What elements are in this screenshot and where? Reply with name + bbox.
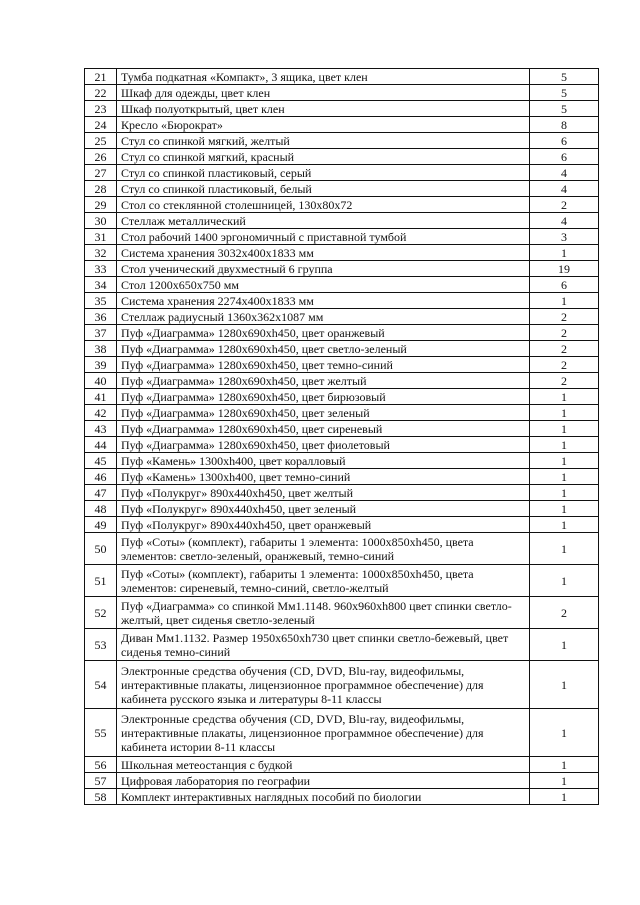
- item-quantity: 1: [530, 421, 599, 437]
- item-name: Пуф «Полукруг» 890x440xh450, цвет зеленый: [117, 501, 530, 517]
- table-row: [85, 757, 599, 773]
- table-row: [85, 325, 599, 341]
- item-quantity: 1: [530, 533, 599, 565]
- table-row: [85, 773, 599, 789]
- table-row: [85, 357, 599, 373]
- item-name: Стул со спинкой пластиковый, белый: [117, 181, 530, 197]
- row-number: 42: [85, 405, 117, 421]
- table-row: [85, 213, 599, 229]
- item-name: Пуф «Диаграмма» 1280x690xh450, цвет светло-зеленый: [117, 341, 530, 357]
- item-quantity: 1: [530, 709, 599, 757]
- item-name: Стул со спинкой пластиковый, серый: [117, 165, 530, 181]
- table-row: [85, 293, 599, 309]
- item-name: Пуф «Диаграмма» 1280x690xh450, цвет фиолетовый: [117, 437, 530, 453]
- table-row: [85, 709, 599, 757]
- table-row: [85, 661, 599, 709]
- item-name: Пуф «Диаграмма» 1280x690xh450, цвет сиреневый: [117, 421, 530, 437]
- item-quantity: 6: [530, 277, 599, 293]
- row-number: 48: [85, 501, 117, 517]
- item-quantity: 5: [530, 69, 599, 85]
- item-quantity: 2: [530, 341, 599, 357]
- item-name: Пуф «Соты» (комплект), габариты 1 элемента: 1000x850xh450, цвета элементов: светло-зеленый, оранжевый, темно-синий: [117, 533, 530, 565]
- row-number: 46: [85, 469, 117, 485]
- table-row: [85, 101, 599, 117]
- item-name: Пуф «Диаграмма» 1280x690xh450, цвет оранжевый: [117, 325, 530, 341]
- item-quantity: 1: [530, 469, 599, 485]
- row-number: 47: [85, 485, 117, 501]
- item-quantity: 2: [530, 597, 599, 629]
- item-quantity: 1: [530, 437, 599, 453]
- table-row: [85, 85, 599, 101]
- table-row: [85, 181, 599, 197]
- item-quantity: 2: [530, 309, 599, 325]
- item-quantity: 1: [530, 517, 599, 533]
- row-number: 34: [85, 277, 117, 293]
- row-number: 40: [85, 373, 117, 389]
- row-number: 44: [85, 437, 117, 453]
- row-number: 28: [85, 181, 117, 197]
- item-name: Пуф «Полукруг» 890x440xh450, цвет оранжевый: [117, 517, 530, 533]
- table-row: [85, 453, 599, 469]
- item-name: Пуф «Диаграмма» 1280x690xh450, цвет темно-синий: [117, 357, 530, 373]
- table-row: [85, 229, 599, 245]
- item-quantity: 4: [530, 213, 599, 229]
- table-row: [85, 421, 599, 437]
- item-name: Система хранения 2274x400x1833 мм: [117, 293, 530, 309]
- table-row: [85, 261, 599, 277]
- inventory-table: [84, 68, 599, 805]
- row-number: 52: [85, 597, 117, 629]
- row-number: 25: [85, 133, 117, 149]
- item-quantity: 4: [530, 165, 599, 181]
- item-quantity: 2: [530, 373, 599, 389]
- table-row: [85, 485, 599, 501]
- row-number: 36: [85, 309, 117, 325]
- table-row: [85, 277, 599, 293]
- item-name: Пуф «Диаграмма» 1280x690xh450, цвет желтый: [117, 373, 530, 389]
- item-quantity: 1: [530, 245, 599, 261]
- row-number: 33: [85, 261, 117, 277]
- row-number: 21: [85, 69, 117, 85]
- item-name: Тумба подкатная «Компакт», 3 ящика, цвет клен: [117, 69, 530, 85]
- item-quantity: 1: [530, 501, 599, 517]
- row-number: 49: [85, 517, 117, 533]
- item-name: Комплект интерактивных наглядных пособий по биологии: [117, 789, 530, 805]
- row-number: 30: [85, 213, 117, 229]
- item-quantity: 5: [530, 85, 599, 101]
- item-name: Система хранения 3032x400x1833 мм: [117, 245, 530, 261]
- item-quantity: 19: [530, 261, 599, 277]
- table-body: [85, 69, 599, 805]
- item-quantity: 1: [530, 757, 599, 773]
- table-row: [85, 469, 599, 485]
- item-quantity: 2: [530, 325, 599, 341]
- item-quantity: 6: [530, 149, 599, 165]
- row-number: 23: [85, 101, 117, 117]
- row-number: 51: [85, 565, 117, 597]
- table-row: [85, 245, 599, 261]
- table-row: [85, 565, 599, 597]
- row-number: 45: [85, 453, 117, 469]
- table-row: [85, 533, 599, 565]
- item-quantity: 1: [530, 789, 599, 805]
- item-quantity: 5: [530, 101, 599, 117]
- row-number: 39: [85, 357, 117, 373]
- item-name: Пуф «Камень» 1300xh400, цвет коралловый: [117, 453, 530, 469]
- item-quantity: 1: [530, 629, 599, 661]
- item-name: Электронные средства обучения (CD, DVD, Blu-ray, видеофильмы, интерактивные плакаты, лицензионное программное обеспечение) для кабинета истории 8-11 классы: [117, 709, 530, 757]
- row-number: 35: [85, 293, 117, 309]
- table-row: [85, 69, 599, 85]
- row-number: 32: [85, 245, 117, 261]
- item-name: Стол со стеклянной столешницей, 130x80x72: [117, 197, 530, 213]
- item-quantity: 1: [530, 661, 599, 709]
- item-name: Цифровая лаборатория по географии: [117, 773, 530, 789]
- table-row: [85, 197, 599, 213]
- row-number: 22: [85, 85, 117, 101]
- item-name: Стол ученический двухместный 6 группа: [117, 261, 530, 277]
- item-quantity: 1: [530, 405, 599, 421]
- item-quantity: 6: [530, 133, 599, 149]
- table-row: [85, 309, 599, 325]
- item-name: Электронные средства обучения (CD, DVD, Blu-ray, видеофильмы, интерактивные плакаты, лицензионное программное обеспечение) для кабинета русского языка и литературы 8-11 классы: [117, 661, 530, 709]
- row-number: 56: [85, 757, 117, 773]
- table-row: [85, 501, 599, 517]
- item-quantity: 3: [530, 229, 599, 245]
- item-name: Школьная метеостанция с будкой: [117, 757, 530, 773]
- item-name: Шкаф для одежды, цвет клен: [117, 85, 530, 101]
- table-row: [85, 405, 599, 421]
- table-row: [85, 437, 599, 453]
- row-number: 53: [85, 629, 117, 661]
- table-row: [85, 373, 599, 389]
- item-name: Стеллаж радиусный 1360x362x1087 мм: [117, 309, 530, 325]
- item-quantity: 1: [530, 565, 599, 597]
- item-quantity: 1: [530, 485, 599, 501]
- item-quantity: 1: [530, 453, 599, 469]
- item-quantity: 1: [530, 293, 599, 309]
- item-name: Пуф «Полукруг» 890x440xh450, цвет желтый: [117, 485, 530, 501]
- row-number: 29: [85, 197, 117, 213]
- item-name: Пуф «Соты» (комплект), габариты 1 элемента: 1000x850xh450, цвета элементов: сиреневый, темно-синий, светло-желтый: [117, 565, 530, 597]
- row-number: 55: [85, 709, 117, 757]
- table-row: [85, 149, 599, 165]
- item-quantity: 2: [530, 197, 599, 213]
- row-number: 57: [85, 773, 117, 789]
- item-quantity: 1: [530, 389, 599, 405]
- table-row: [85, 597, 599, 629]
- item-name: Пуф «Диаграмма» 1280x690xh450, цвет зеленый: [117, 405, 530, 421]
- item-quantity: 2: [530, 357, 599, 373]
- row-number: 26: [85, 149, 117, 165]
- row-number: 41: [85, 389, 117, 405]
- table-row: [85, 165, 599, 181]
- table-row: [85, 389, 599, 405]
- table-row: [85, 341, 599, 357]
- item-name: Кресло «Бюрократ»: [117, 117, 530, 133]
- row-number: 31: [85, 229, 117, 245]
- item-name: Пуф «Диаграмма» со спинкой Мм1.1148. 960x960xh800 цвет спинки светло-желтый, цвет сиденья светло-зеленый: [117, 597, 530, 629]
- item-quantity: 4: [530, 181, 599, 197]
- table-row: [85, 629, 599, 661]
- table-row: [85, 133, 599, 149]
- row-number: 50: [85, 533, 117, 565]
- item-name: Шкаф полуоткрытый, цвет клен: [117, 101, 530, 117]
- item-name: Стол рабочий 1400 эргономичный с приставной тумбой: [117, 229, 530, 245]
- item-name: Стул со спинкой мягкий, желтый: [117, 133, 530, 149]
- item-quantity: 1: [530, 773, 599, 789]
- item-name: Стол 1200x650x750 мм: [117, 277, 530, 293]
- row-number: 24: [85, 117, 117, 133]
- table-row: [85, 517, 599, 533]
- item-name: Пуф «Камень» 1300xh400, цвет темно-синий: [117, 469, 530, 485]
- item-name: Стеллаж металлический: [117, 213, 530, 229]
- table-row: [85, 117, 599, 133]
- item-name: Стул со спинкой мягкий, красный: [117, 149, 530, 165]
- item-name: Пуф «Диаграмма» 1280x690xh450, цвет бирюзовый: [117, 389, 530, 405]
- row-number: 43: [85, 421, 117, 437]
- item-quantity: 8: [530, 117, 599, 133]
- row-number: 27: [85, 165, 117, 181]
- item-name: Диван Мм1.1132. Размер 1950x650xh730 цвет спинки светло-бежевый, цвет сиденья темно-синий: [117, 629, 530, 661]
- row-number: 58: [85, 789, 117, 805]
- table-row: [85, 789, 599, 805]
- row-number: 54: [85, 661, 117, 709]
- row-number: 38: [85, 341, 117, 357]
- row-number: 37: [85, 325, 117, 341]
